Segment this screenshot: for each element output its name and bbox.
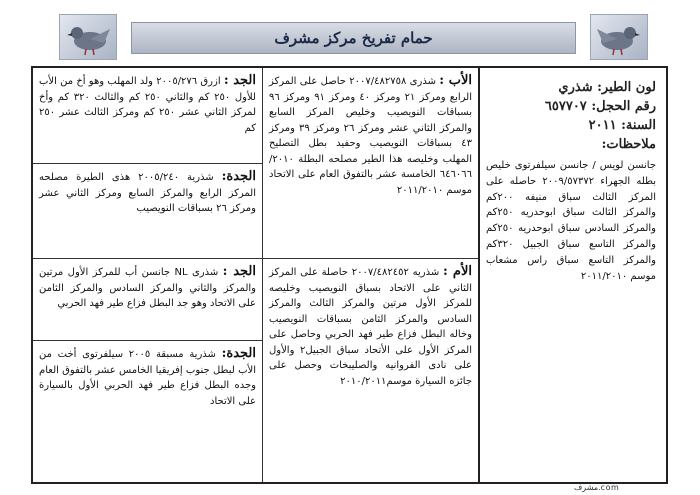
watermark: مشرف.com <box>574 483 620 492</box>
ring-number: رقم الحجل: ٦٥٧٧٠٧ <box>544 99 656 114</box>
grandfather-paternal-label: الجد : <box>223 73 256 88</box>
bird-info-column <box>478 68 666 482</box>
bird-color: لون الطير: شذري <box>558 80 656 95</box>
grandmother-maternal-label: الجدة: <box>221 346 256 361</box>
grandfather-maternal-text: شذرى NL جانسن أب للمركز الأول مرتين والمركز والثاني والمركز السادس والمركز الثامن على الاتحاد وهو جد البطل فزاع طير فهد الحربي <box>39 267 256 309</box>
year: السنة: ٢٠١١ <box>588 118 656 133</box>
father-text: شذرى ٢٠٠٧/٤٨٢٧٥٨ حاصل على المركز الرابع ومركز ٢١ ومركز ٤٠ ومركز ٩١ ومركز ٩٦ بسباقات النويصيب وخليص المركز السابع والمركز الثاني عشر ومركز ٢٦ ومركز ٣٩ ومركز ٤٣ بسباقات النويصيب وحفيد بطل التصليح المهلب وخليصه هذا الطير مصلحه البطلة ٢٠١٠/ ٦٤٦٠٦٦ الخامسة عشر بالتفوق العام على الاتحاد موسم ٢٠١١/٢٠١٠ <box>269 76 472 196</box>
mother-text: شذريه ٢٠٠٧/٤٨٢٤٥٢ حاصلة على المركز الثاني على الاتحاد بسباق النويصيب وخليصه للمركز الأول مرتين والمركز الثالث والمركز السادس والمركز الثامن بسباقات النويصيب وخاله البطل فزاع طير فهد الحربي وحاصل على المركز الأول على الأتحاد سباق الجبيل٢ والأول على نادى الفروانيه والصليبخات وحصل على جائزه السيارة موسم٢٠١٠/٢٠١١ <box>269 267 473 387</box>
header <box>59 14 648 60</box>
mother-cell <box>263 258 478 482</box>
notes-label: ملاحظات: <box>601 137 656 152</box>
pigeon-photo-left <box>59 14 117 60</box>
grandfather-maternal-cell <box>33 258 262 340</box>
page-title: حمام تفريخ مركز مشرف <box>131 22 576 54</box>
pigeon-photo-right <box>590 14 648 60</box>
grandmother-maternal-cell <box>33 340 262 482</box>
grandmother-paternal-text: شذرية ٢٠٠٥/٢٤٠ هذى الطيرة مصلحه المركز الرابع والمركز السابع ومركز الثاني عشر ومركز ٢٦ بسباقات النويصيب <box>39 172 256 214</box>
grandfather-maternal-label: الجد : <box>222 264 256 279</box>
mother-label: الأم : <box>443 264 472 279</box>
parents-column <box>262 68 478 482</box>
grandmother-maternal-text: شذرية مسبقة ٢٠٠٥ سيلفرتوى أخت من الأب لبطل جنوب إفريقيا الخامس عشر بالتفوق العام وجده البطل فزاع طير فهد الحربي الأول بالسيارة على الاتحاد <box>39 349 256 407</box>
pedigree-table <box>31 66 668 484</box>
father-label: الأب : <box>439 73 473 88</box>
grandfather-paternal-text: ازرق ٢٠٠٥/٢٧٦ ولد المهلب وهو أخ من الأب للأول ٢٥٠ كم والثاني ٢٥٠ كم والثالث ٣٢٠ كم وأخ لمركز الثاني عشر ٢٥٠ كم ومركز الثالث عشر ٢٥٠ كم <box>39 76 256 134</box>
grandmother-paternal-cell <box>33 163 262 258</box>
grandfather-paternal-cell <box>33 68 262 163</box>
father-cell <box>263 68 478 258</box>
notes-text: جانسن لويس / جانسن سيلفرتوى خليص بطله الجهراء ٢٠٠٩/٥٧٣٧٢ حاصله على المركز الثالث سباق منيفه ٢٠٠كم والمركز الثالث سباق ابوحدريه ٢٥٠كم والمركز السادس سباق ابوحدريه ٢٥٠كم والمركز التاسع سباق الجبيل ٣٢٠كم والمركز التاسع سباق راس مشعاب موسم ٢٠١١/٢٠١٠ <box>486 160 656 282</box>
grandmother-paternal-label: الجدة: <box>221 169 257 184</box>
grandparents-column <box>33 68 262 482</box>
